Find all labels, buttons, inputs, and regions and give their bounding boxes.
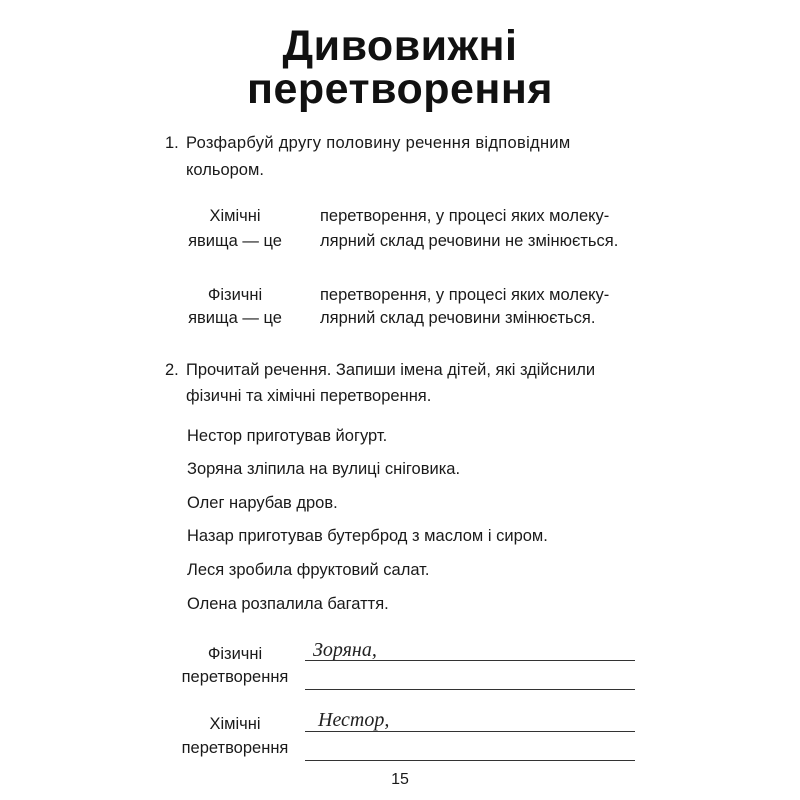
page-number: 15 (391, 771, 409, 788)
sentence-item: Зоряна зліпила на вулиці сніговика. (187, 460, 461, 478)
task-1-number: 1. (165, 134, 179, 152)
physical-definition-line-1[interactable]: перетворення, у процесі яких молеку- (320, 286, 610, 304)
sentence-item: Назар приготував бутерброд з маслом і сиром. (187, 527, 548, 545)
physical-answer-line-1[interactable] (305, 660, 635, 661)
physical-label-line-2: явища — це (188, 309, 282, 327)
chemical-answer-line-2[interactable] (305, 760, 635, 761)
task-1-instruction-line-1: Розфарбуй другу половину речення відповідним (186, 134, 571, 152)
chemical-definition-line-2[interactable]: лярний склад речовини не змінюється. (320, 232, 619, 250)
sentence-item: Нестор приготував йогурт. (187, 427, 388, 445)
chemical-answer-label-line-2: перетворення (181, 739, 289, 757)
physical-label-line-1: Фізичні (207, 286, 263, 304)
chemical-answer-label-line-1: Хімічні (209, 715, 261, 733)
task-1-instruction-line-2: кольором. (186, 161, 264, 179)
chemical-label-line-2: явища — це (188, 232, 282, 250)
task-2-number: 2. (165, 361, 179, 379)
physical-answer-line-2[interactable] (305, 689, 635, 690)
page-title-line-2: перетворення (247, 65, 553, 113)
chemical-answer-line-1[interactable] (305, 731, 635, 732)
sentence-item: Леся зробила фруктовий салат. (187, 561, 430, 579)
chemical-handwritten-answer: Нестор, (318, 709, 390, 731)
physical-answer-label-line-1: Фізичні (207, 645, 263, 663)
chemical-label-line-1: Хімічні (209, 207, 261, 225)
task-2-instruction-line-1: Прочитай речення. Запиши імена дітей, які здійснили (186, 361, 596, 379)
chemical-definition-line-1[interactable]: перетворення, у процесі яких молеку- (320, 207, 610, 225)
page-title-line-1: Дивовижні (282, 22, 518, 70)
task-2-instruction-line-2: фізичні та хімічні перетворення. (186, 387, 432, 405)
sentence-item: Олена розпалила багаття. (187, 595, 389, 613)
physical-handwritten-answer: Зоряна, (313, 639, 377, 661)
physical-answer-label-line-2: перетворення (181, 668, 289, 686)
physical-definition-line-2[interactable]: лярний склад речовини змінюється. (320, 309, 596, 327)
sentence-item: Олег нарубав дров. (187, 494, 338, 512)
